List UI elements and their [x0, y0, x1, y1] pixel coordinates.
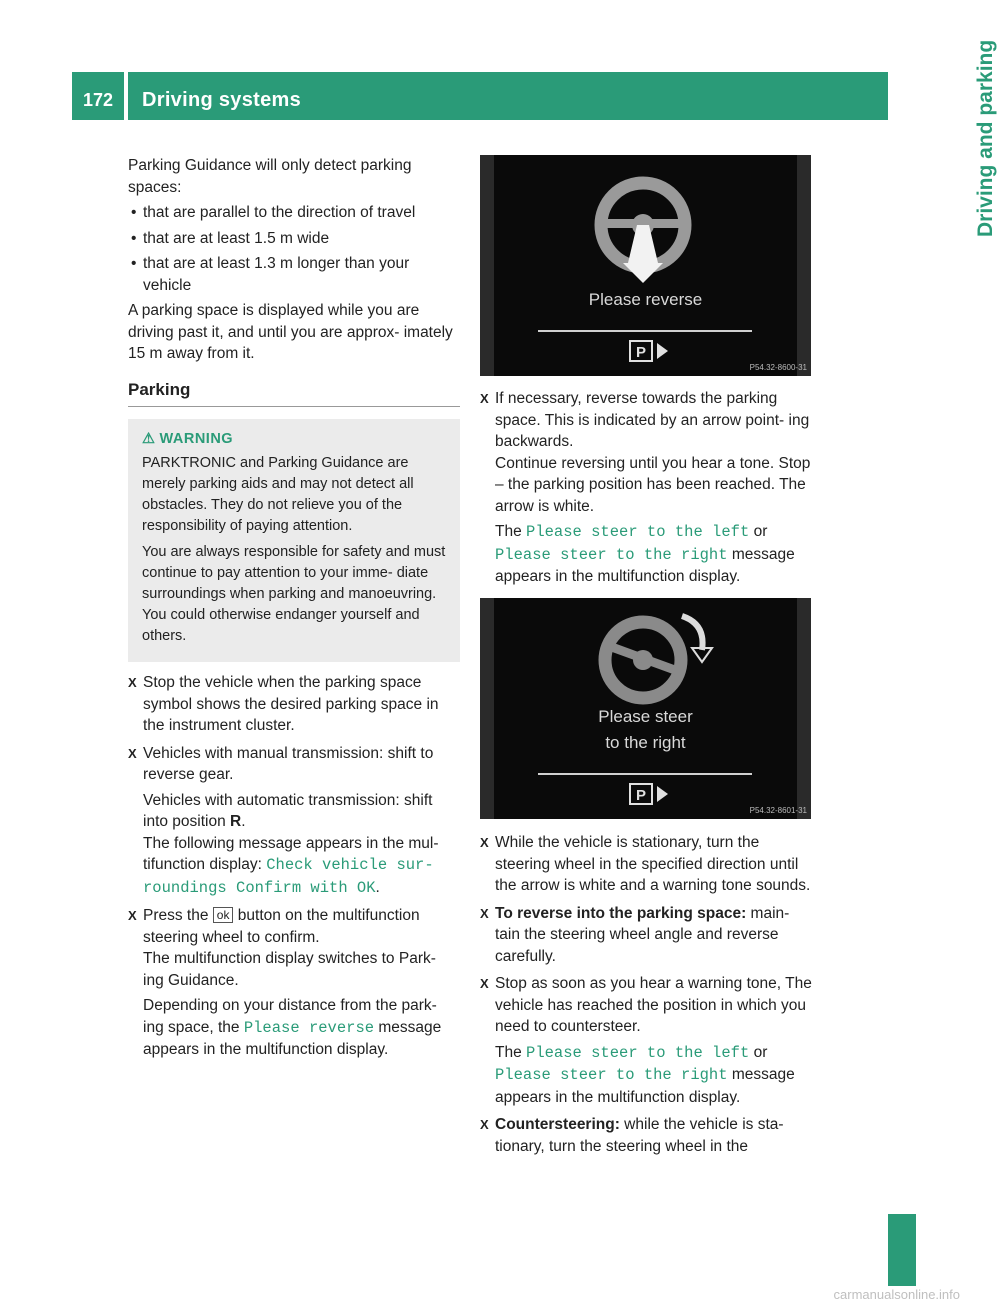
- header-divider: [124, 72, 128, 120]
- right-column-top: [480, 388, 812, 594]
- warning-box: [128, 419, 460, 662]
- warning-title: ⚠ WARNING: [142, 431, 234, 447]
- figure-code: P54.32-8601-31: [749, 806, 807, 815]
- paragraph: A parking space is displayed while you are driving past it, and until you are approx- imately 15 m away from it.: [128, 302, 453, 362]
- page-header: [72, 72, 888, 120]
- step-marker-icon: X: [480, 391, 489, 406]
- instruction-step: X To reverse into the parking space: main- tain the steering wheel angle and reverse carefully.: [480, 904, 790, 965]
- instruction-step: X Stop as soon as you hear a warning tone, The vehicle has reached the position in which you need to countersteer. The Please steer to the left or Please steer to the right message appears in the multifunction display.: [480, 975, 812, 1106]
- instruction-step: X If necessary, reverse towards the parking space. This is indicated by an arrow point- ing backwards. Continue reversing until you hear a tone. Stop – the parking position has been reached. The arrow is white. The Please steer to the left or Please steer to the right message appears in the multifunction display.: [480, 390, 811, 585]
- list-item: • that are at least 1.5 m wide: [128, 228, 460, 250]
- ok-button-icon: ok: [213, 907, 234, 923]
- instruction-step: X Countersteering: while the vehicle is sta- tionary, turn the steering wheel in the: [480, 1116, 784, 1155]
- step-marker-icon: X: [480, 1117, 489, 1132]
- display-image-reverse: [480, 155, 811, 376]
- instruction-step: X Stop the vehicle when the parking space symbol shows the desired parking space in the instrument cluster.: [128, 674, 439, 734]
- watermark: carmanualsonline.info: [833, 1287, 960, 1302]
- display-message: Please steer to the right: [495, 1066, 728, 1084]
- display-message-line: to the right: [605, 733, 686, 752]
- svg-text:P: P: [635, 787, 647, 804]
- step-marker-icon: X: [480, 905, 489, 921]
- display-message: Please reverse: [588, 290, 703, 309]
- step-marker-icon: X: [480, 835, 489, 850]
- warning-triangle-icon: ⚠: [142, 431, 156, 447]
- instruction-step: X Press the ok button on the multifunction steering wheel to confirm. The multifunction display switches to Park- ing Guidance. Depending on your distance from the park- ing space, the Please reverse message appears in the multifunction display.: [128, 907, 442, 1058]
- instruction-step: X Vehicles with manual transmission: shift to reverse gear. Vehicles with automatic transmission: shift into position R. The following message appears in the mul- tifunction display: Check vehicle sur‐ roundings Confirm with OK.: [128, 744, 439, 897]
- instruction-step: X While the vehicle is stationary, turn the steering wheel in the specified direction until the arrow is white and a warning tone sounds.: [480, 834, 811, 894]
- section-title: Driving systems: [142, 89, 302, 111]
- section-heading: Parking: [128, 379, 460, 408]
- warning-text: You are always responsible for safety and must continue to pay attention to your imme- diate surroundings when parking and manoeuvring. You could otherwise endanger yourself and others.: [142, 544, 446, 644]
- svg-text:P: P: [635, 344, 647, 361]
- right-column-bottom: [480, 832, 812, 1163]
- warning-text: PARKTRONIC and Parking Guidance are merely parking aids and may not detect all obstacles. They do not relieve you of the responsibility of paying attention.: [142, 455, 414, 534]
- display-message-line: Please steer: [598, 707, 693, 726]
- chapter-tab: [888, 39, 997, 1286]
- chapter-marker: [888, 1214, 916, 1286]
- page-number: 172: [82, 90, 114, 110]
- steering-wheel-reverse-icon: [480, 155, 811, 376]
- intro-text: Parking Guidance will only detect parking spaces:: [128, 157, 412, 196]
- display-message: Please steer to the left: [526, 523, 750, 541]
- list-item: • that are at least 1.3 m longer than your vehicle: [128, 253, 460, 296]
- chapter-title: Driving and parking: [974, 39, 997, 237]
- step-marker-icon: X: [128, 908, 137, 923]
- step-marker-icon: X: [128, 745, 137, 761]
- step-marker-icon: X: [128, 675, 137, 690]
- display-message: Please steer to the right: [495, 545, 728, 564]
- list-item: • that are parallel to the direction of travel: [128, 202, 460, 224]
- display-message: Check vehicle sur‐ roundings Confirm with OK: [143, 856, 434, 897]
- step-marker-icon: X: [480, 976, 489, 991]
- figure-code: P54.32-8600-31: [749, 363, 807, 372]
- left-column: [128, 155, 460, 1067]
- display-message: Please steer to the left: [526, 1043, 750, 1062]
- display-image-steer-right: [480, 598, 811, 819]
- display-message: Please reverse: [243, 1018, 375, 1037]
